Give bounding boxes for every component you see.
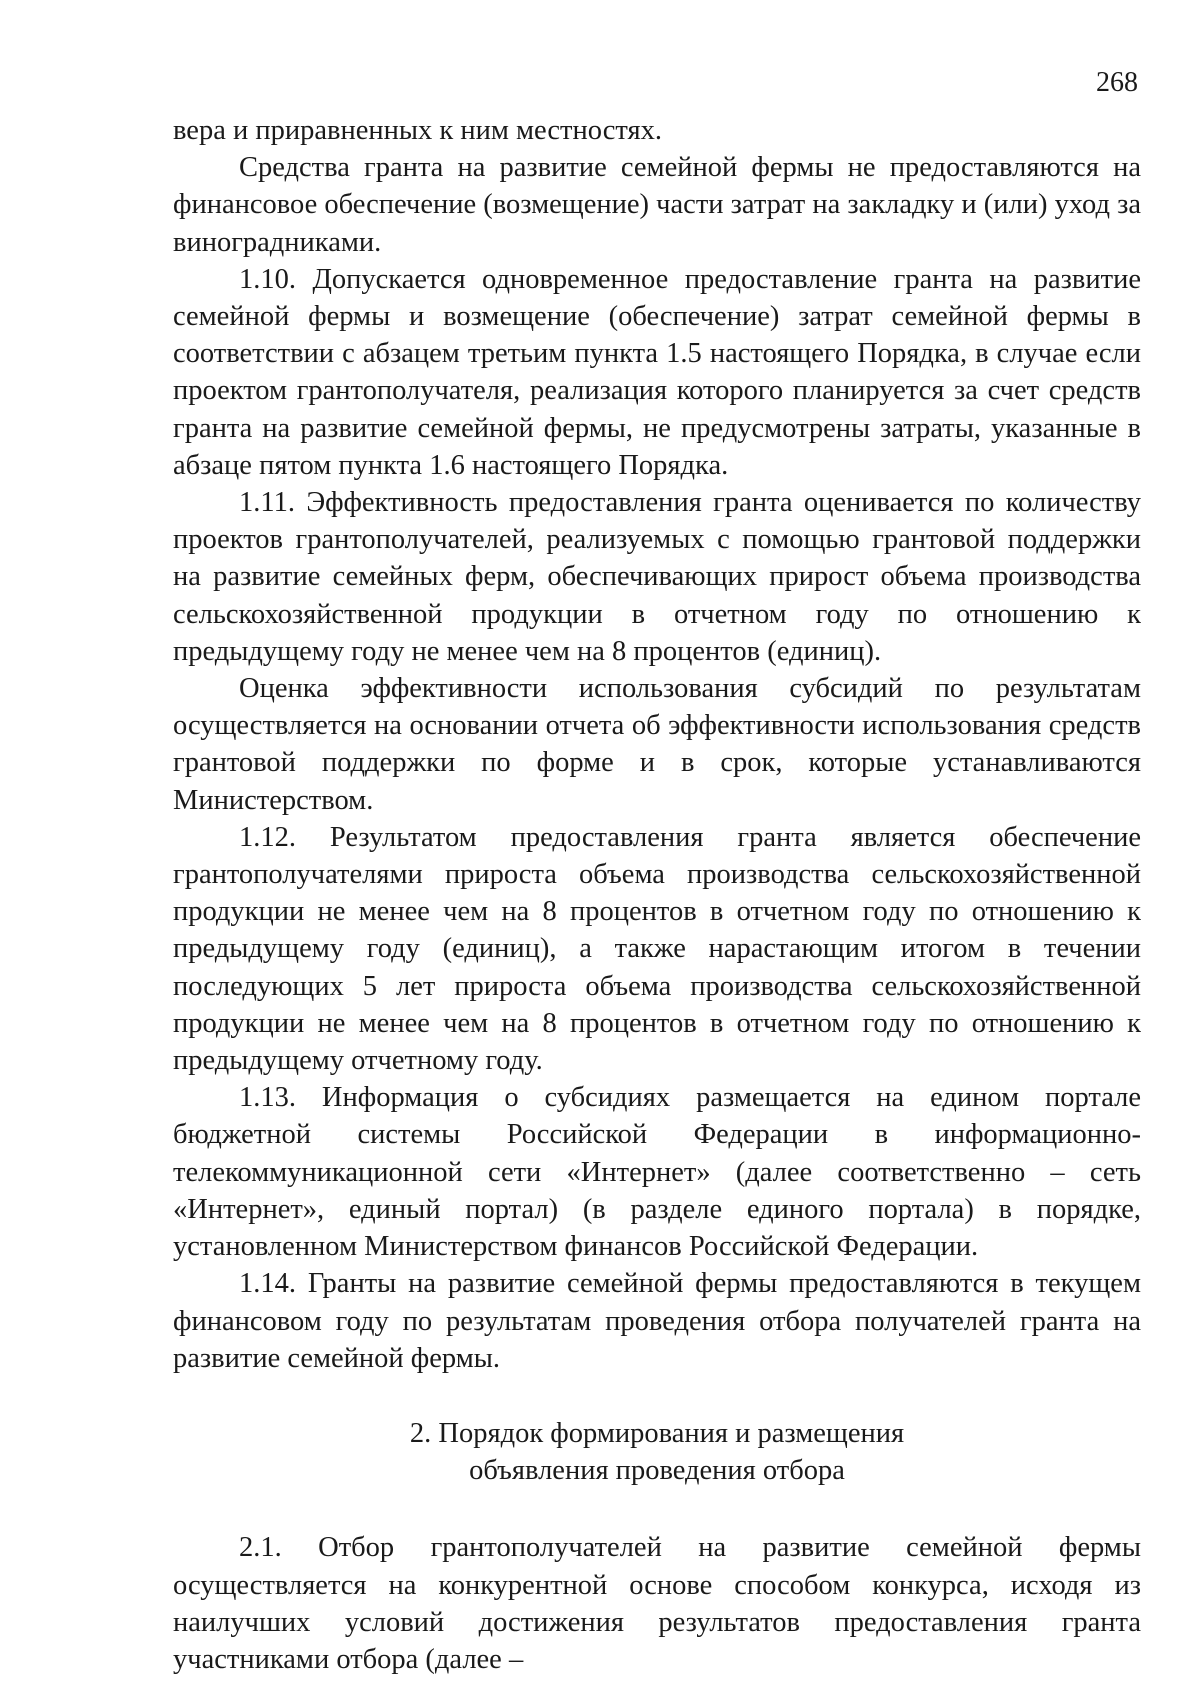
paragraph: 1.11. Эффективность предоставления гранта оценивается по количеству проектов грантополучателей, реализуемых с помощью грантовой поддержки на развитие семейных ферм, обеспечивающих прирост объема производства сельскохозяйственной продукции в отчетном году по отношению к предыдущему году не менее чем на 8 процентов (единиц). [173,487,1141,667]
page-number: 268 [1096,67,1138,98]
paragraph: 2.1. Отбор грантополучателей на развитие семейной фермы осуществляется на конкурентной основе способом конкурса, исходя из наилучших условий достижения результатов предоставления гранта участниками отбора (далее – [173,1532,1141,1675]
paragraph: 1.13. Информация о субсидиях размещается на едином портале бюджетной системы Российской Федерации в информационно-телекоммуникационной сети «Интернет» (далее соответственно – сеть «Интернет», единый портал) (в разделе единого портала) в порядке, установленном Министерством финансов Российской Федерации. [173,1082,1141,1263]
section-heading-line: 2. Порядок формирования и размещения [409,1417,905,1449]
paragraph: вера и приравненных к ним местностях. [173,115,662,146]
paragraph: Оценка эффективности использования субсидий по результатам осуществляется на основании отчета об эффективности использования средств грантовой поддержки по форме и в срок, которые устанавливаются Министерством. [173,673,1141,816]
section-heading [173,1415,1141,1489]
paragraph: 1.10. Допускается одновременное предоставление гранта на развитие семейной фермы и возмещение (обеспечение) затрат семейной фермы в соответствии с абзацем третьим пункта 1.5 настоящего Порядка, в случае если проектом грантополучателя, реализация которого планируется за счет средств гранта на развитие семейной фермы, не предусмотрены затраты, указанные в абзаце пятом пункта 1.6 настоящего Порядка. [173,263,1141,481]
section-heading-line: объявления проведения отбора [469,1455,845,1487]
document-body [173,112,1141,1678]
paragraph: 1.14. Гранты на развитие семейной фермы предоставляются в текущем финансовом году по результатам проведения отбора получателей гранта на развитие семейной фермы. [173,1268,1141,1374]
paragraph: Средства гранта на развитие семейной фермы не предоставляются на финансовое обеспечение (возмещение) части затрат на закладку и (или) уход за виноградниками. [173,152,1141,258]
paragraph: 1.12. Результатом предоставления гранта является обеспечение грантополучателями прироста объема производства сельскохозяйственной продукции не менее чем на 8 процентов в отчетном году по отношению к предыдущему году (единиц), а также нарастающим итогом в течении последующих 5 лет прироста объема производства сельскохозяйственной продукции не менее чем на 8 процентов в отчетном году по отношению к предыдущему отчетному году. [173,821,1141,1077]
